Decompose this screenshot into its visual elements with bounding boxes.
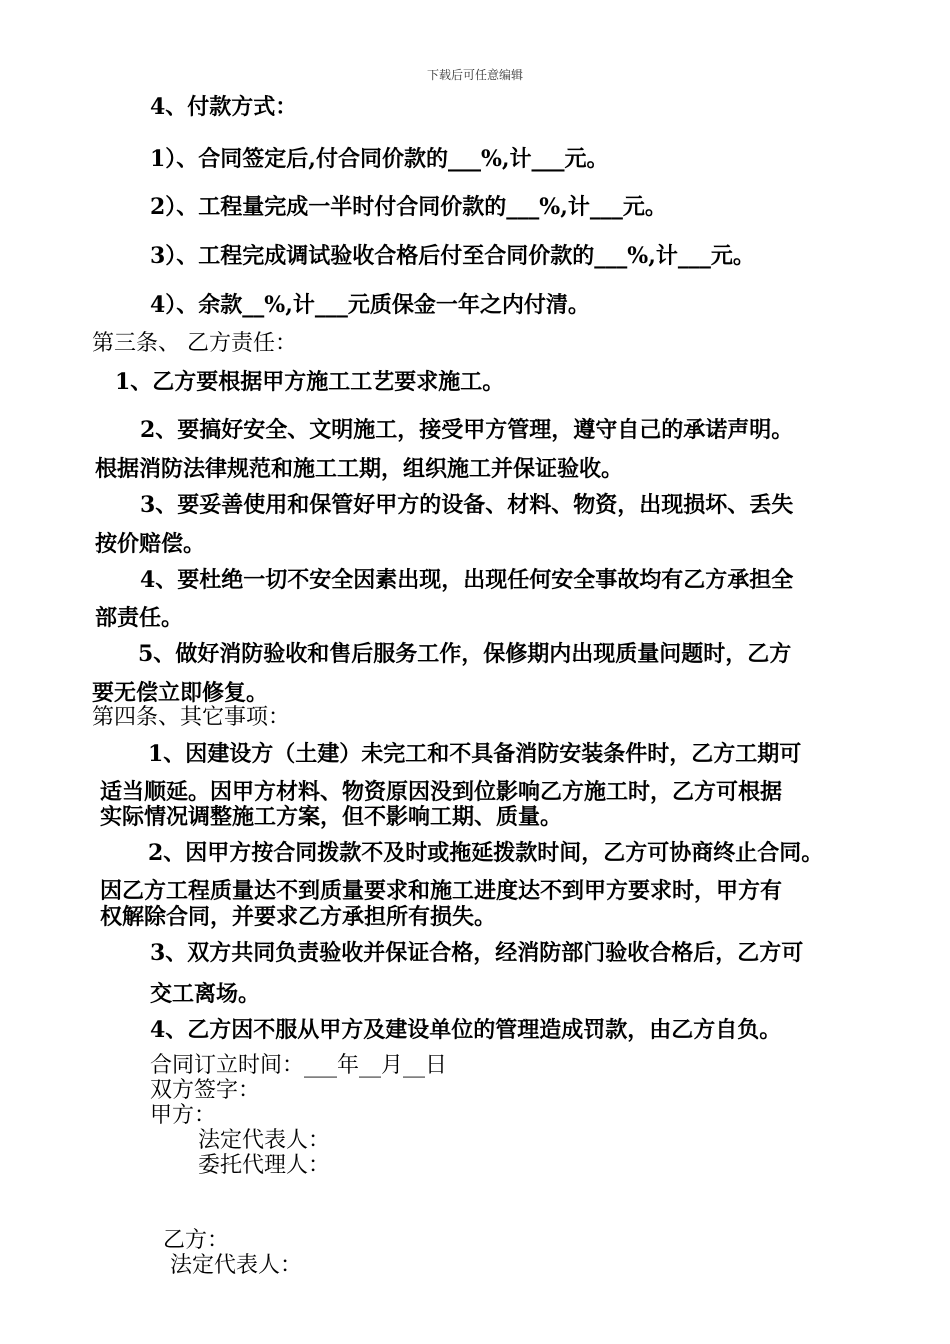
party-b-label: 乙方： (163, 1228, 230, 1253)
article-3-item-3-cont: 按价赔偿。 (95, 531, 206, 557)
party-b-legal-rep: 法定代表人： (170, 1253, 303, 1278)
article-3-item-5-cont: 要无偿立即修复。 (92, 680, 269, 706)
article-3-item-4: 4、要杜绝一切不安全因素出现，出现任何安全事故均有乙方承担全 (140, 567, 794, 593)
article-4-item-2: 2、因甲方按合同拨款不及时或拖延拨款时间，乙方可协商终止合同。 (148, 840, 824, 866)
article-4-item-4: 4、乙方因不服从甲方及建设单位的管理造成罚款，由乙方自负。 (150, 1017, 782, 1043)
article-3-item-3: 3、要妥善使用和保管好甲方的设备、材料、物资，出现损坏、丢失 (140, 492, 794, 518)
payment-item-4: 4）、余款__%,计___元质保金一年之内付清。 (150, 292, 590, 318)
article-3-item-1: 1、乙方要根据甲方施工工艺要求施工。 (115, 369, 505, 395)
article-4-heading: 第四条、其它事项： (92, 705, 291, 730)
article-4-item-2-cont-1: 因乙方工程质量达不到质量要求和施工进度达不到甲方要求时，甲方有 (100, 878, 783, 904)
article-4-item-3: 3、双方共同负责验收并保证合格，经消防部门验收合格后，乙方可 (150, 940, 804, 966)
header-note: 下载后可任意编辑 (426, 68, 523, 82)
party-a-legal-rep: 法定代表人： (198, 1128, 331, 1153)
payment-item-1: 1）、合同签定后,付合同价款的___%,计___元。 (150, 146, 609, 172)
party-a-agent: 委托代理人： (198, 1153, 331, 1178)
article-4-item-1-cont-1: 适当顺延。因甲方材料、物资原因没到位影响乙方施工时，乙方可根据 (100, 779, 783, 805)
contract-date: 合同订立时间：___年__月__日 (150, 1053, 448, 1078)
article-4-item-2-cont-2: 权解除合同，并要求乙方承担所有损失。 (100, 904, 497, 930)
article-4-item-3-cont: 交工离场。 (150, 981, 261, 1007)
article-3-item-5: 5、做好消防验收和售后服务工作，保修期内出现质量问题时，乙方 (138, 641, 792, 667)
party-a-label: 甲方： (150, 1103, 217, 1128)
payment-item-2: 2）、工程量完成一半时付合同价款的___%,计___元。 (150, 194, 667, 220)
signatures-heading: 双方签字： (150, 1078, 261, 1103)
article-3-heading: 第三条、 乙方责任： (92, 331, 297, 356)
article-3-item-2: 2、要搞好安全、文明施工，接受甲方管理，遵守自己的承诺声明。 (140, 417, 794, 443)
article-4-item-1-cont-2: 实际情况调整施工方案，但不影响工期、质量。 (100, 804, 563, 830)
payment-item-3: 3）、工程完成调试验收合格后付至合同价款的___%,计___元。 (150, 243, 755, 269)
article-3-item-2-cont: 根据消防法律规范和施工工期，组织施工并保证验收。 (95, 456, 624, 482)
article-4-item-1: 1、因建设方（土建）未完工和不具备消防安装条件时，乙方工期可 (148, 741, 802, 767)
payment-method-heading: 4、付款方式： (150, 94, 298, 120)
article-3-item-4-cont: 部责任。 (95, 605, 184, 631)
